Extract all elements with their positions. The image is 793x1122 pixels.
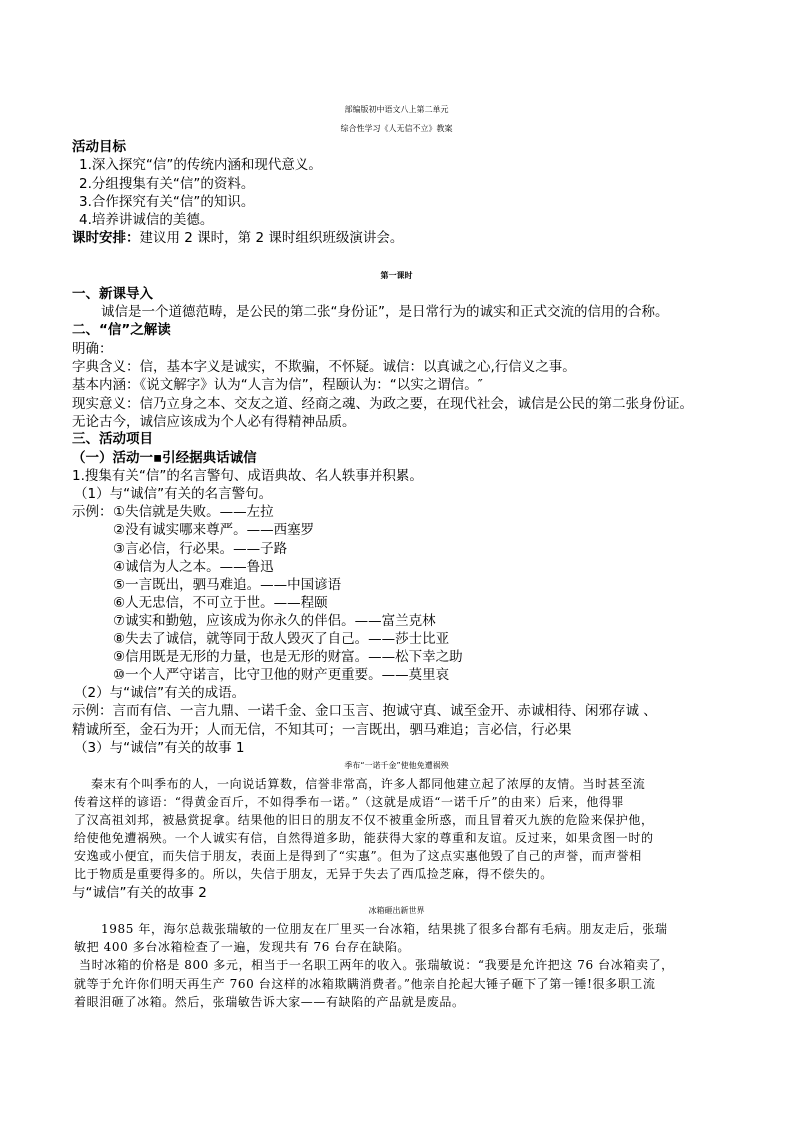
- subheading: （1）与“诚信”有关的名言警句。: [74, 486, 273, 502]
- text-line: 明确：: [72, 341, 113, 357]
- intro-paragraph: 诚信是一个道德范畴，是公民的第二张“身份证”，是日常行为的诚实和正式交流的信用的合称。: [101, 304, 669, 320]
- schedule-line: [72, 229, 403, 247]
- quote-item: ⑤一言既出，驷马难追。——中国谚语: [113, 577, 342, 593]
- story-line: 着眼泪砸了冰箱。然后，张瑞敏告诉大家——有缺陷的产品就是废品。: [74, 995, 465, 1009]
- story-line: 1985 年，海尔总裁张瑞敏的一位朋友在厂里买一台冰箱，结果挑了很多台都有毛病。朋友走后，张瑞: [101, 922, 668, 936]
- story-line: 就等于允许你们明天再生产 760 台这样的冰箱欺瞒消费者。”他亲自抡起大锤子砸下了第一锤!很多职工流: [74, 977, 656, 991]
- goals-heading: 活动目标: [72, 139, 126, 155]
- example-label: 示例：: [72, 504, 113, 520]
- story-line: 安逸或小便宜，而失信于朋友，表面上是得到了“实惠”。但为了这点实惠他毁了自己的声誉，而声誉相: [74, 849, 642, 863]
- schedule-label: 课时安排：: [72, 230, 140, 246]
- section-heading: 二、“信”之解读: [72, 322, 171, 338]
- quote-item: ④诚信为人之本。——鲁迅: [113, 559, 274, 575]
- quote-item: ⑩一个人严守诺言，比守卫他的财产更重要。——莫里哀: [113, 667, 450, 683]
- idioms-line: 示例：言而有信、一言九鼎、一诺千金、金口玉言、抱诚守真、诚至金开、赤诚相待、闲邪存诚 、: [72, 703, 657, 719]
- subheading: 与“诚信”有关的故事 2: [72, 885, 207, 901]
- section-heading: 一、新课导入: [72, 286, 153, 302]
- section-heading: 三、活动项目: [72, 431, 153, 447]
- story-line: 当时冰箱的价格是 800 多元，相当于一名职工两年的收入。张瑞敏说：“我要是允许把这 76 台冰箱卖了，: [79, 958, 674, 972]
- quote-item: ①失信就是失败。——左拉: [113, 504, 274, 520]
- story-line: 敏把 400 多台冰箱检查了一遍，发现共有 76 台存在缺陷。: [74, 940, 411, 954]
- subheading: （2）与“诚信”有关的成语。: [74, 685, 246, 701]
- quote-item: ②没有诚实哪来尊严。——西塞罗: [113, 522, 315, 538]
- story-title: 季布“一诺千金”使他免遭祸殃: [344, 761, 449, 770]
- text-line: 无论古今，诚信应该成为个人必有得精神品质。: [72, 414, 356, 430]
- quote-item: ③言必信，行必果。——子路: [113, 541, 288, 557]
- text-line: 现实意义：信乃立身之本、交友之道、经商之魂、为政之要，在现代社会，诚信是公民的第二张身份证。: [72, 396, 693, 412]
- text-line: 字典含义：信，基本字义是诚实，不欺骗，不怀疑。诚信：以真诚之心,行信义之事。: [72, 359, 576, 375]
- subheading: （3）与“诚信”有关的故事 1: [74, 740, 245, 756]
- quote-item: ⑥人无忠信，不可立于世。——程颐: [113, 595, 328, 611]
- quote-item: ⑧失去了诚信，就等同于敌人毁灭了自己。——莎士比亚: [113, 631, 450, 647]
- task-line: 1.搜集有关“信”的名言警句、成语典故、名人轶事并积累。: [72, 468, 423, 484]
- schedule-text: 建议用 2 课时，第 2 课时组织班级演讲会。: [139, 230, 404, 246]
- doc-title-line1: 部编版初中语文八上第二单元: [344, 105, 449, 114]
- story-line: 秦末有个叫季布的人，一向说话算数，信誉非常高，许多人都同他建立起了浓厚的友情。当时甚至流: [91, 777, 646, 791]
- story-line: 了汉高祖刘邦，被悬赏捉拿。结果他的旧日的朋友不仅不被重金所惑，而且冒着灭九族的危险来保护他，: [74, 813, 654, 827]
- goal-item: 3.合作探究有关“信”的知识。: [79, 194, 255, 210]
- goal-item: 1.深入探究“信”的传统内涵和现代意义。: [79, 157, 322, 173]
- story-line: 传着这样的谚语：“得黄金百斤，不如得季布一诺。”（这就是成语“一诺千斤”的由来）后来，他得罪: [74, 795, 625, 809]
- story-line: 给使他免遭祸殃。一个人诚实有信，自然得道多助，能获得大家的尊重和友谊。反过来，如果贪图一时的: [74, 831, 654, 845]
- goal-item: 4.培养讲诚信的美德。: [79, 212, 214, 228]
- story-title: 冰箱砸出新世界: [368, 906, 425, 915]
- idioms-line: 精诚所至，金石为开；人而无信，不知其可；一言既出，驷马难追；言必信，行必果: [72, 722, 572, 738]
- lesson-heading: 第一课时: [380, 271, 413, 280]
- story-line: 比于物质是重要得多的。所以，失信于朋友，无异于失去了西瓜捡芝麻，得不偿失的。: [74, 867, 553, 881]
- activity-heading: （一）活动一▪引经据典话诚信: [72, 450, 257, 466]
- goal-item: 2.分组搜集有关“信”的资料。: [79, 176, 255, 192]
- quote-item: ⑨信用既是无形的力量，也是无形的财富。——松下幸之助: [113, 649, 463, 665]
- doc-title-line2: 综合性学习《人无信不立》教案: [340, 124, 453, 133]
- quote-item: ⑦诚实和勤勉，应该成为你永久的伴侣。——富兰克林: [113, 613, 436, 629]
- text-line: 基本内涵：《说文解字》认为“人言为信”，程颐认为：“以实之谓信。″: [72, 377, 483, 393]
